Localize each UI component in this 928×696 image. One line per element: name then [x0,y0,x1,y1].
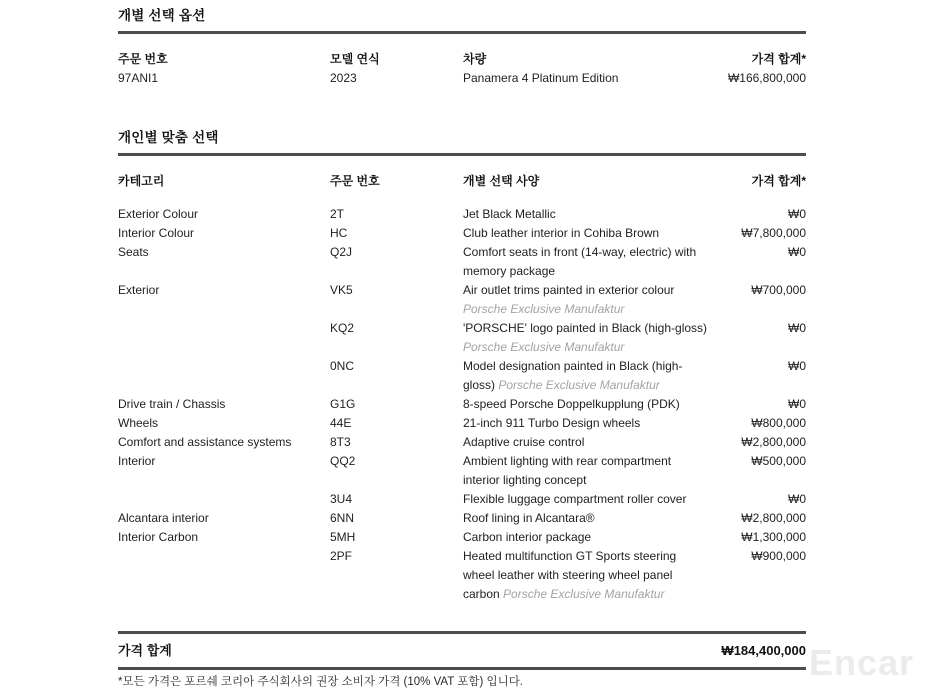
option-row [118,243,806,281]
option-manufaktur: Porsche Exclusive Manufaktur [463,340,625,354]
option-category: Exterior [118,283,160,297]
option-desc-text: Jet Black Metallic [463,207,556,221]
option-row [118,205,806,224]
col-price-total: 가격 합계* [751,52,806,66]
option-row [118,490,806,509]
option-row [118,357,806,395]
option-desc [463,414,708,433]
option-row [118,395,806,414]
option-category: Interior [118,454,156,468]
option-category: Interior Colour [118,226,195,240]
section1-title: 개별 선택 옵션 [118,8,206,23]
section2-rule [118,153,806,156]
option-row [118,509,806,528]
col-category: 카테고리 [118,174,165,188]
option-price: ₩7,800,000 [741,226,806,240]
option-desc-text: 8-speed Porsche Doppelkupplung (PDK) [463,397,680,411]
option-category: Comfort and assistance systems [118,435,292,449]
option-code: QQ2 [330,454,356,468]
options-header [118,172,806,191]
option-desc-text: Club leather interior in Cohiba Brown [463,226,660,240]
option-price: ₩0 [788,397,806,411]
option-price: ₩0 [788,321,806,335]
option-row [118,433,806,452]
totals-section [118,631,806,670]
option-code: 2T [330,207,345,221]
option-code: 6NN [330,511,355,525]
options-rows [118,205,806,604]
option-category: Interior Carbon [118,530,199,544]
option-row [118,281,806,319]
option-row [118,319,806,357]
option-desc [463,357,708,395]
option-desc [463,547,708,604]
option-desc [463,395,708,414]
option-desc-text: Comfort seats in front (14-way, electric) with memory package [463,245,697,278]
option-manufaktur: Porsche Exclusive Manufaktur [463,302,625,316]
option-desc [463,205,708,224]
option-desc-text: Model designation painted in Black (high-gloss) [463,359,683,392]
vat-footnote: *모든 가격은 포르쉐 코리아 주식회사의 권장 소비자 가격 (10% VAT 포함) 입니다. [118,676,523,688]
summary-table [118,50,806,88]
option-code: 3U4 [330,492,353,506]
option-desc-text: Air outlet trims painted in exterior colour [463,283,675,297]
section1-rule [118,31,806,34]
option-price: ₩0 [788,207,806,221]
total-row [118,634,806,667]
option-code: Q2J [330,245,353,259]
option-desc-text: 'PORSCHE' logo painted in Black (high-gloss) [463,321,708,335]
option-code: VK5 [330,283,353,297]
option-row [118,528,806,547]
option-desc [463,490,708,509]
option-desc-text: 21-inch 911 Turbo Design wheels [463,416,641,430]
option-desc [463,452,708,490]
option-price: ₩0 [788,359,806,373]
option-category: Drive train / Chassis [118,397,226,411]
option-price: ₩900,000 [751,549,806,563]
option-desc-text: Heated multifunction GT Sports steering wheel leather with steering wheel panel carbon [463,549,677,601]
option-desc-text: Roof lining in Alcantara® [463,511,595,525]
option-manufaktur: Porsche Exclusive Manufaktur [498,378,660,392]
summary-vehicle: Panamera 4 Platinum Edition [463,71,619,85]
option-manufaktur: Porsche Exclusive Manufaktur [503,587,665,601]
col-price-total-2: 가격 합계* [751,174,806,188]
totals-bottom-rule [118,667,806,670]
option-desc [463,509,708,528]
option-code: G1G [330,397,356,411]
total-price: ₩184,400,000 [721,643,806,658]
option-price: ₩1,300,000 [741,530,806,544]
option-code: 2PF [330,549,353,563]
option-desc [463,528,708,547]
section-option-summary [118,4,806,88]
option-desc [463,281,708,319]
option-row [118,414,806,433]
summary-model-year: 2023 [330,71,357,85]
option-price: ₩2,800,000 [741,435,806,449]
option-desc [463,433,708,452]
option-desc [463,224,708,243]
option-desc-text: Flexible luggage compartment roller cover [463,492,687,506]
option-code: 0NC [330,359,355,373]
option-price: ₩0 [788,245,806,259]
option-code: 8T3 [330,435,351,449]
option-row [118,224,806,243]
option-desc [463,243,708,281]
option-desc-text: Carbon interior package [463,530,592,544]
option-price: ₩700,000 [751,283,806,297]
summary-price: ₩166,800,000 [727,71,806,85]
option-code: KQ2 [330,321,355,335]
option-desc-text: Adaptive cruise control [463,435,585,449]
price-sheet [118,0,806,696]
option-row [118,452,806,490]
section2-title: 개인별 맞춤 선택 [118,130,219,145]
option-category: Wheels [118,416,159,430]
option-price: ₩0 [788,492,806,506]
option-price: ₩500,000 [751,454,806,468]
col-vehicle: 차량 [463,52,487,66]
col-option: 개별 선택 사양 [463,174,540,188]
col-order-no-2: 주문 번호 [330,174,380,188]
option-category: Alcantara interior [118,511,209,525]
col-model-year: 모델 연식 [330,52,380,66]
total-label: 가격 합계 [118,643,172,658]
option-code: 5MH [330,530,356,544]
option-price: ₩2,800,000 [741,511,806,525]
option-category: Seats [118,245,149,259]
section-custom-options [118,126,806,604]
encar-watermark: Encar [808,642,914,683]
option-category: Exterior Colour [118,207,199,221]
col-order-no: 주문 번호 [118,52,168,66]
option-code: HC [330,226,348,240]
option-price: ₩800,000 [751,416,806,430]
option-desc [463,319,708,357]
option-row [118,547,806,604]
option-desc-text: Ambient lighting with rear compartment interior lighting concept [463,454,672,487]
summary-order-no: 97ANI1 [118,71,159,85]
option-code: 44E [330,416,352,430]
